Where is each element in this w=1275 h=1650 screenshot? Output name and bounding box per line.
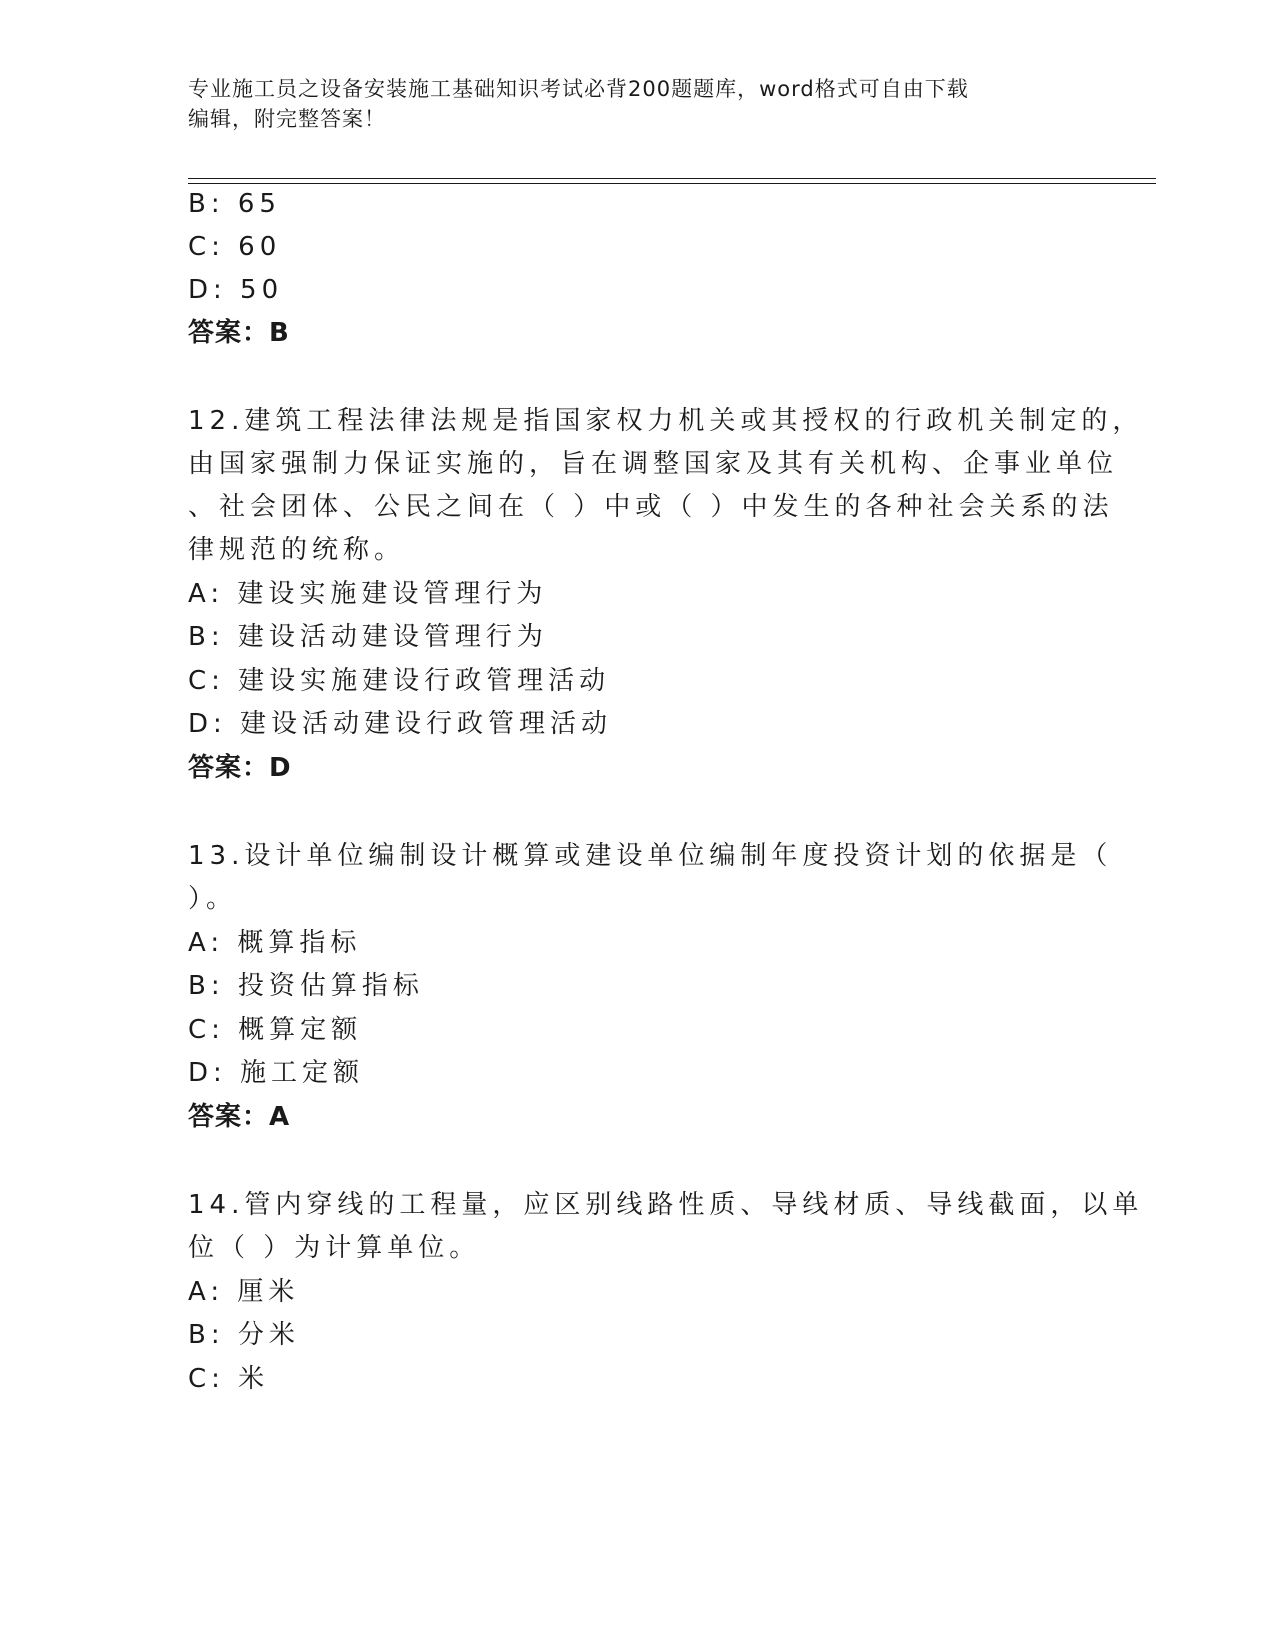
q14-question-line-2: 位（ ）为计算单位。 bbox=[188, 1233, 481, 1263]
q12-question-line-4: 律规范的统称。 bbox=[188, 535, 406, 565]
q13-question-line-1: 13.设计单位编制设计概算或建设单位编制年度投资计划的依据是（ bbox=[188, 841, 1113, 871]
q13-option-c: C: 概算定额 bbox=[188, 1015, 363, 1045]
q13-answer: 答案：A bbox=[188, 1102, 291, 1132]
q12-option-b: B: 建设活动建设管理行为 bbox=[188, 622, 548, 652]
q12-question-line-3: 、社会团体、公民之间在（ ）中或（ ）中发生的各种社会关系的法 bbox=[188, 492, 1114, 522]
q14-question-line-1: 14.管内穿线的工程量，应区别线路性质、导线材质、导线截面，以单 bbox=[188, 1190, 1144, 1220]
q12-question-line-1: 12.建筑工程法律法规是指国家权力机关或其授权的行政机关制定的， bbox=[188, 406, 1144, 436]
q14-option-c: C: 米 bbox=[188, 1364, 270, 1394]
q11-answer: 答案：B bbox=[188, 318, 290, 348]
q12-option-d: D: 建设活动建设行政管理活动 bbox=[188, 709, 613, 739]
q12-answer: 答案：D bbox=[188, 753, 292, 783]
header-line-2: 编辑，附完整答案！ bbox=[188, 107, 386, 131]
q11-option-c: C: 60 bbox=[188, 232, 282, 262]
q14-option-a: A: 厘米 bbox=[188, 1277, 300, 1307]
q13-question-line-2: ）。 bbox=[188, 884, 238, 914]
q13-option-a: A: 概算指标 bbox=[188, 928, 362, 958]
q11-option-d: D: 50 bbox=[188, 275, 284, 305]
q11-option-b: B: 65 bbox=[188, 189, 281, 219]
header-line-1: 专业施工员之设备安装施工基础知识考试必背200题题库，word格式可自由下载 bbox=[188, 77, 969, 101]
q13-option-b: B: 投资估算指标 bbox=[188, 971, 424, 1001]
q12-question-line-2: 由国家强制力保证实施的，旨在调整国家及其有关机构、企事业单位 bbox=[188, 449, 1119, 479]
q13-option-d: D: 施工定额 bbox=[188, 1058, 365, 1088]
header-rule-bottom bbox=[188, 183, 1156, 184]
document-header bbox=[188, 74, 1068, 134]
q14-option-b: B: 分米 bbox=[188, 1320, 300, 1350]
header-rule-top bbox=[188, 178, 1156, 179]
q12-option-a: A: 建设实施建设管理行为 bbox=[188, 579, 548, 609]
q12-option-c: C: 建设实施建设行政管理活动 bbox=[188, 666, 611, 696]
